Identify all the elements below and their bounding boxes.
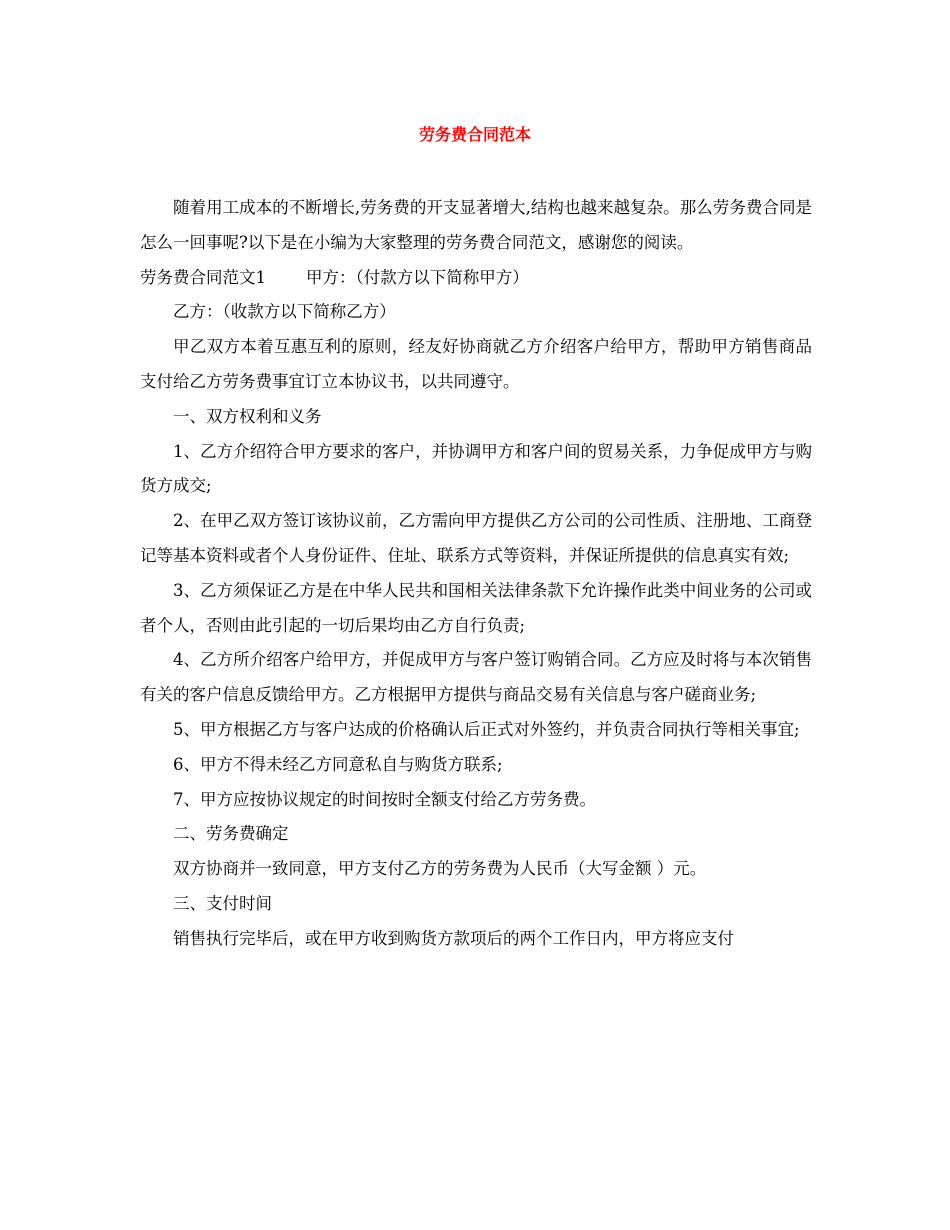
clause-1: 1、乙方介绍符合甲方要求的客户，并协调甲方和客户间的贸易关系，力争促成甲方与购货方成交; — [140, 441, 812, 496]
party-b-line: 乙方：（收款方以下简称乙方） — [173, 302, 396, 322]
clause-5: 5、甲方根据乙方与客户达成的价格确认后正式对外签约，并负责合同执行等相关事宜; — [173, 719, 800, 739]
clause-3: 3、乙方须保证乙方是在中华人民共和国相关法律条款下允许操作此类中间业务的公司或者个人，否则由此引起的一切后果均由乙方自行负责; — [140, 580, 812, 635]
intro-paragraph: 随着用工成本的不断增长,劳务费的开支显著增大,结构也越来越复杂。那么劳务费合同是怎么一回事呢?以下是在小编为大家整理的劳务费合同范文，感谢您的阅读。 — [140, 198, 812, 252]
section-3-text: 销售执行完毕后，或在甲方收到购货方款项后的两个工作日内，甲方将应支付 — [173, 928, 734, 948]
sample-header-line — [140, 261, 812, 296]
party-a-line: 甲方：（付款方以下简称甲方） — [306, 267, 529, 287]
clause-2: 2、在甲乙双方签订该协议前，乙方需向甲方提供乙方公司的公司性质、注册地、工商登记等基本资料或者个人身份证件、住址、联系方式等资料，并保证所提供的信息真实有效; — [140, 511, 812, 565]
preamble-paragraph: 甲乙双方本着互惠互利的原则，经友好协商就乙方介绍客户给甲方，帮助甲方销售商品支付给乙方劳务费事宜订立本协议书，以共同遵守。 — [140, 337, 812, 391]
clause-7: 7、甲方应按协议规定的时间按时全额支付给乙方劳务费。 — [173, 789, 596, 809]
document-body — [140, 191, 812, 957]
section-1-heading: 一、双方权利和义务 — [173, 406, 322, 426]
sample-label: 劳务费合同范文1 — [140, 267, 266, 287]
section-2-text: 双方协商并一致同意，甲方支付乙方的劳务费为人民币（大写金额 ）元。 — [173, 859, 707, 879]
clause-6: 6、甲方不得未经乙方同意私自与购货方联系; — [173, 754, 503, 774]
document-title: 劳务费合同范本 — [418, 125, 531, 144]
clause-4: 4、乙方所介绍客户给甲方，并促成甲方与客户签订购销合同。乙方应及时将与本次销售有关的客户信息反馈给甲方。乙方根据甲方提供与商品交易有关信息与客户磋商业务; — [140, 650, 812, 705]
section-3-heading: 三、支付时间 — [173, 893, 272, 913]
section-2-heading: 二、劳务费确定 — [173, 824, 289, 844]
